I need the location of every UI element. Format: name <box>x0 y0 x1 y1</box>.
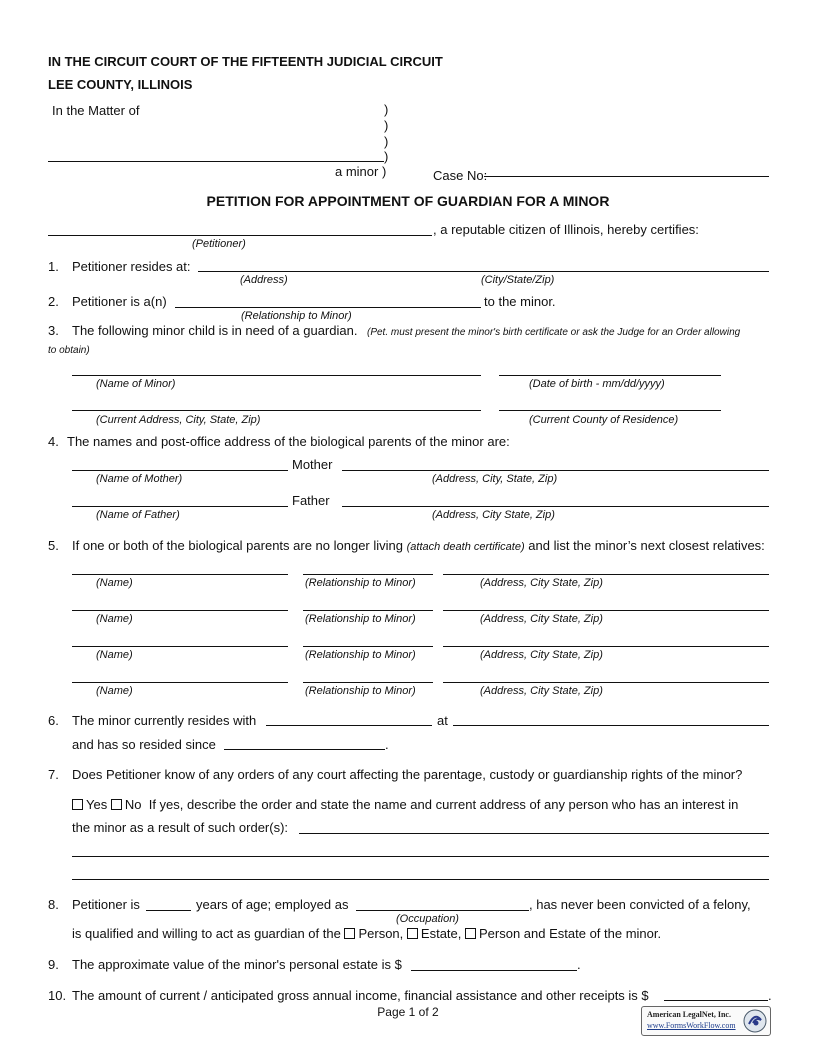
father-name-line[interactable] <box>72 506 288 507</box>
item-number: 9. <box>48 957 59 972</box>
relative-name-label: (Name) <box>96 685 133 697</box>
no-label: No <box>124 797 142 812</box>
legalnet-logo[interactable] <box>641 1006 771 1036</box>
yes-checkbox[interactable] <box>72 799 83 810</box>
relative-address-line[interactable] <box>443 646 769 647</box>
resides-with-line[interactable] <box>266 725 432 726</box>
item-number: 1. <box>48 259 59 274</box>
mother-address-label: (Address, City, State, Zip) <box>432 473 558 485</box>
logo-url[interactable]: www.FormsWorkFlow.com <box>647 1021 736 1030</box>
item-8-qualified <box>72 926 661 941</box>
item-2-text: Petitioner is a(n) <box>72 294 167 309</box>
occupation-line[interactable] <box>356 910 529 911</box>
minor-dob-label: (Date of birth - mm/dd/yyyy) <box>529 378 665 390</box>
item-number: 5. <box>48 538 59 553</box>
relative-relationship-line[interactable] <box>303 610 433 611</box>
petitioner-line[interactable] <box>48 235 432 236</box>
order-details-line[interactable] <box>299 833 769 834</box>
item-5-note: (attach death certificate) <box>406 541 525 553</box>
father-address-label: (Address, City State, Zip) <box>432 509 555 521</box>
order-details-line[interactable] <box>72 879 769 880</box>
court-heading: IN THE CIRCUIT COURT OF THE FIFTEENTH JUDICIAL CIRCUIT <box>48 54 443 69</box>
item-10-text: The amount of current / anticipated gross annual income, financial assistance and other receipts is $ <box>72 988 649 1003</box>
caption-paren: ) <box>384 102 389 117</box>
estate-checkbox[interactable] <box>407 928 418 939</box>
item-number: 3. <box>48 323 59 338</box>
relative-name-label: (Name) <box>96 613 133 625</box>
caption-paren: ) <box>384 149 389 164</box>
case-no-line[interactable] <box>484 176 769 177</box>
relative-relationship-line[interactable] <box>303 646 433 647</box>
mother-name-line[interactable] <box>72 470 288 471</box>
relationship-label: (Relationship to Minor) <box>241 310 352 322</box>
county-heading: LEE COUNTY, ILLINOIS <box>48 77 193 92</box>
relative-address-line[interactable] <box>443 574 769 575</box>
person-checkbox[interactable] <box>344 928 355 939</box>
item-number: 2. <box>48 294 59 309</box>
caption-paren: ) <box>384 134 389 149</box>
relative-address-label: (Address, City State, Zip) <box>480 577 603 589</box>
relative-address-line[interactable] <box>443 682 769 683</box>
item-3-note: (Pet. must present the minor's birth certificate or ask the Judge for an Order allowing <box>367 327 741 338</box>
item-9-text: The approximate value of the minor's personal estate is $ <box>72 957 402 972</box>
relative-name-label: (Name) <box>96 649 133 661</box>
estate-label: Estate, <box>420 926 462 941</box>
item-number: 10. <box>48 988 67 1003</box>
case-no-label: Case No: <box>433 168 488 183</box>
relationship-line[interactable] <box>175 307 481 308</box>
mother-label: Mother <box>292 457 333 472</box>
caption-paren: ) <box>384 118 389 133</box>
item-5-text <box>72 538 765 555</box>
item-8-age: years of age; employed as <box>196 897 349 912</box>
relative-relationship-line[interactable] <box>303 574 433 575</box>
item-number: 7. <box>48 767 59 782</box>
relative-address-label: (Address, City State, Zip) <box>480 685 603 697</box>
city-state-zip-label: (City/State/Zip) <box>481 274 555 286</box>
minor-dob-line[interactable] <box>499 375 721 376</box>
estate-value-line[interactable] <box>411 970 577 971</box>
resides-at-line[interactable] <box>453 725 769 726</box>
minor-address-line[interactable] <box>72 410 481 411</box>
item-6-at: at <box>437 713 448 728</box>
item-10-period: . <box>768 988 772 1003</box>
relative-address-label: (Address, City State, Zip) <box>480 613 603 625</box>
item-8-felony: , has never been convicted of a felony, <box>529 897 751 912</box>
minor-address-label: (Current Address, City, State, Zip) <box>96 414 261 426</box>
document-title: PETITION FOR APPOINTMENT OF GUARDIAN FOR A MINOR <box>206 193 610 209</box>
relative-address-label: (Address, City State, Zip) <box>480 649 603 661</box>
occupation-label: (Occupation) <box>396 913 459 925</box>
relative-relationship-line[interactable] <box>303 682 433 683</box>
item-5-text-b: and list the minor’s next closest relatives: <box>528 538 765 553</box>
person-and-estate-checkbox[interactable] <box>465 928 476 939</box>
item-3-note-cont: to obtain) <box>48 345 90 356</box>
page-number: Page 1 of 2 <box>377 1005 439 1019</box>
resided-since-line[interactable] <box>224 749 385 750</box>
item-9-period: . <box>577 957 581 972</box>
relative-name-line[interactable] <box>72 646 288 647</box>
item-8-text: Petitioner is <box>72 897 140 912</box>
logo-company: American LegalNet, Inc. <box>647 1010 731 1019</box>
no-checkbox[interactable] <box>111 799 122 810</box>
age-line[interactable] <box>146 910 191 911</box>
item-7-text: Does Petitioner know of any orders of any court affecting the parentage, custody or guardianship rights of the minor? <box>72 767 743 782</box>
mother-name-label: (Name of Mother) <box>96 473 183 485</box>
a-minor-label: a minor ) <box>335 164 387 179</box>
relative-relationship-label: (Relationship to Minor) <box>305 613 416 625</box>
order-details-line[interactable] <box>72 856 769 857</box>
relative-name-line[interactable] <box>72 610 288 611</box>
father-name-label: (Name of Father) <box>96 509 180 521</box>
item-4-text: The names and post-office address of the biological parents of the minor are: <box>67 434 510 449</box>
minor-name-line[interactable] <box>48 161 384 162</box>
relative-relationship-label: (Relationship to Minor) <box>305 577 416 589</box>
relative-relationship-label: (Relationship to Minor) <box>305 649 416 661</box>
father-address-line[interactable] <box>342 506 769 507</box>
item-number: 8. <box>48 897 59 912</box>
person-label: Person, <box>358 926 404 941</box>
minor-county-label: (Current County of Residence) <box>529 414 679 426</box>
intro-text: , a reputable citizen of Illinois, hereby certifies: <box>433 222 699 237</box>
item-6-text: The minor currently resides with <box>72 713 257 728</box>
item-7-options <box>72 797 738 812</box>
relative-name-label: (Name) <box>96 577 133 589</box>
father-label: Father <box>292 493 330 508</box>
item-number: 4. <box>48 434 59 449</box>
relative-name-line[interactable] <box>72 574 288 575</box>
mother-address-line[interactable] <box>342 470 769 471</box>
item-3-text: The following minor child is in need of a guardian. <box>72 323 358 338</box>
item-7-describe-cont: the minor as a result of such order(s): <box>72 820 289 835</box>
swirl-icon <box>743 1009 767 1033</box>
item-2-after: to the minor. <box>484 294 556 309</box>
qualified-text: is qualified and willing to act as guardian of the <box>72 926 341 941</box>
relative-address-line[interactable] <box>443 610 769 611</box>
address-label: (Address) <box>240 274 288 286</box>
item-7-describe: If yes, describe the order and state the name and current address of any person who has an interest in <box>148 797 739 812</box>
relative-name-line[interactable] <box>72 682 288 683</box>
item-6-period: . <box>385 737 389 752</box>
petitioner-label: (Petitioner) <box>192 238 246 250</box>
in-the-matter-label: In the Matter of <box>52 103 140 118</box>
minor-name-label: (Name of Minor) <box>96 378 176 390</box>
minor-county-line[interactable] <box>499 410 721 411</box>
yes-label: Yes <box>86 797 108 812</box>
person-estate-label: Person and Estate of the minor. <box>479 926 662 941</box>
residence-line[interactable] <box>198 271 769 272</box>
minor-name-line[interactable] <box>72 375 481 376</box>
relative-relationship-label: (Relationship to Minor) <box>305 685 416 697</box>
item-5-text-a: If one or both of the biological parents are no longer living <box>72 538 403 553</box>
item-6-since: and has so resided since <box>72 737 216 752</box>
item-number: 6. <box>48 713 59 728</box>
item-1-text: Petitioner resides at: <box>72 259 191 274</box>
annual-income-line[interactable] <box>664 1000 768 1001</box>
